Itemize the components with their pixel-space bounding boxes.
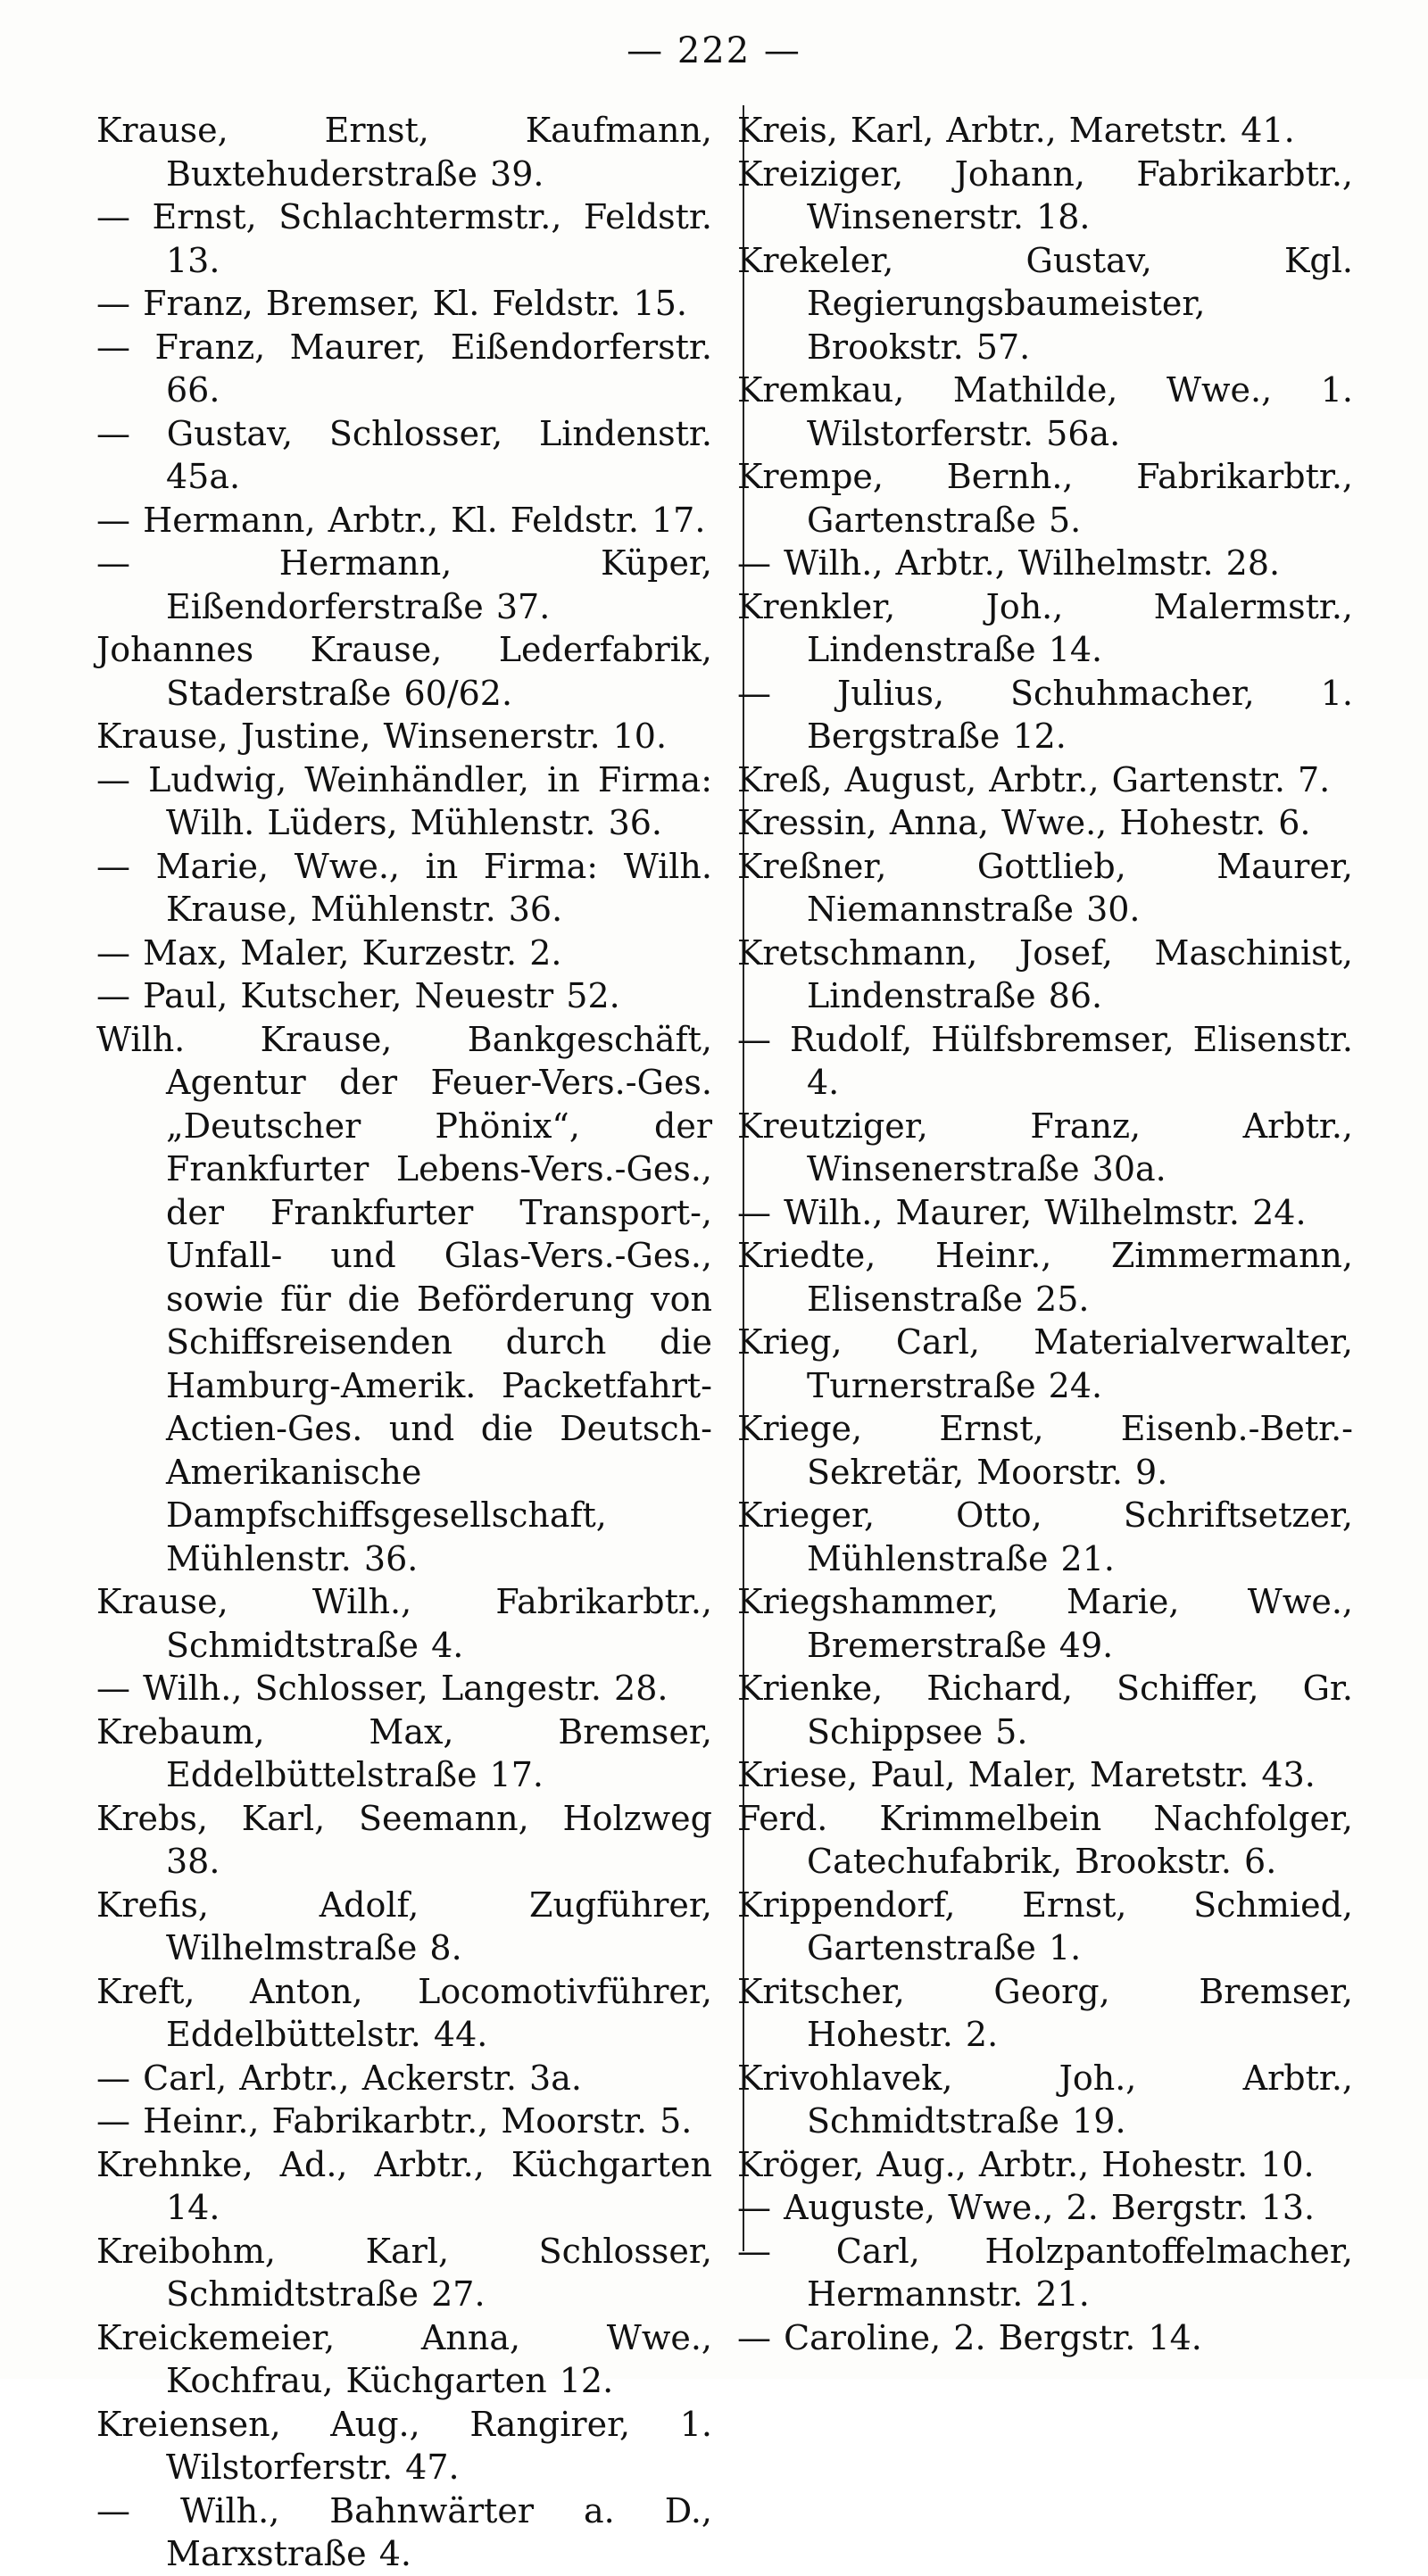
directory-entry: — Ernst, Schlachtermstr., Feldstr. 13. (96, 197, 712, 280)
directory-entry: Krieger, Otto, Schriftsetzer, Mühlenstraße 21. (737, 1495, 1353, 1578)
directory-entry: — Hermann, Küper, Eißendorferstraße 37. (96, 543, 712, 626)
directory-entry: — Carl, Holzpantoffelmacher, Hermannstr. 21. (737, 2231, 1353, 2314)
directory-entry: Krehnke, Ad., Arbtr., Küchgarten 14. (96, 2144, 712, 2227)
directory-entry: Krebs, Karl, Seemann, Holzweg 38. (96, 1798, 712, 1881)
directory-entry: — Franz, Bremser, Kl. Feldstr. 15. (96, 284, 687, 323)
directory-entry: — Carl, Arbtr., Ackerstr. 3a. (96, 2058, 582, 2098)
directory-entry: — Max, Maler, Kurzestr. 2. (96, 932, 562, 973)
directory-entry: Kriege, Ernst, Eisenb.-Betr.-Sekretär, Moorstr. 9. (737, 1409, 1353, 1492)
directory-entry: Kretschmann, Josef, Maschinist, Lindenstraße 86. (737, 932, 1353, 1015)
directory-entry: Kreiensen, Aug., Rangirer, 1. Wilstorferstr. 47. (96, 2404, 712, 2487)
directory-entry: Krefis, Adolf, Zugführer, Wilhelmstraße 8. (96, 1884, 712, 1967)
directory-entry: Kreß, August, Arbtr., Gartenstr. 7. (737, 759, 1331, 799)
directory-entry: Ferd. Krimmelbein Nachfolger, Catechufabrik, Brookstr. 6. (737, 1798, 1353, 1881)
directory-entry: Kreft, Anton, Locomotivführer, Eddelbüttelstr. 44. (96, 1971, 712, 2054)
directory-entry: Kreutziger, Franz, Arbtr., Winsenerstraße 30a. (737, 1106, 1353, 1189)
directory-entry: — Hermann, Arbtr., Kl. Feldstr. 17. (96, 500, 706, 540)
directory-entry: Kriegshammer, Marie, Wwe., Bremerstraße 49. (737, 1582, 1353, 1665)
right-column (737, 109, 1353, 2359)
directory-entry: Kremkau, Mathilde, Wwe., 1. Wilstorferstr. 56a. (737, 370, 1353, 453)
directory-entry: Kreis, Karl, Arbtr., Maretstr. 41. (737, 111, 1295, 150)
directory-entry: — Wilh., Bahnwärter a. D., Marxstraße 4. (96, 2490, 712, 2573)
directory-entry: Krienke, Richard, Schiffer, Gr. Schippsee 5. (737, 1669, 1353, 1752)
directory-entry: — Caroline, 2. Bergstr. 14. (737, 2317, 1202, 2357)
directory-entry: Krippendorf, Ernst, Schmied, Gartenstraße 1. (737, 1884, 1353, 1967)
directory-entry: Johannes Krause, Lederfabrik, Staderstraße 60/62. (96, 630, 712, 713)
directory-entry: — Wilh., Maurer, Wilhelmstr. 24. (737, 1192, 1307, 1232)
directory-entry: Kröger, Aug., Arbtr., Hohestr. 10. (737, 2144, 1315, 2184)
directory-entry: — Wilh., Arbtr., Wilhelmstr. 28. (737, 543, 1281, 583)
directory-entry: Kritscher, Georg, Bremser, Hohestr. 2. (737, 1971, 1353, 2054)
directory-entry: Krebaum, Max, Bremser, Eddelbüttelstraße 17. (96, 1711, 712, 1794)
directory-entry: — Franz, Maurer, Eißendorferstr. 66. (96, 327, 712, 410)
left-column (96, 109, 712, 2576)
directory-entry: Wilh. Krause, Bankgeschäft, Agentur der Feuer-Vers.-Ges. „Deutscher Phönix“, der Frankfurter Lebens-Vers.-Ges., der Frankfurter Transport-, Unfall- und Glas-Vers.-Ges., sowie für die Beförderung von Schiffsreisenden durch die Hamburg-Amerik. Packetfahrt-Actien-Ges. und die Deutsch-Amerikanische Dampfschiffsgesellschaft, Mühlenstr. 36. (96, 1019, 712, 1578)
directory-entry: Krivohlavek, Joh., Arbtr., Schmidtstraße 19. (737, 2058, 1353, 2141)
directory-entry: Kriese, Paul, Maler, Maretstr. 43. (737, 1755, 1316, 1794)
directory-entry: Krenkler, Joh., Malermstr., Lindenstraße 14. (737, 586, 1353, 669)
directory-entry: Krause, Justine, Winsenerstr. 10. (96, 716, 668, 756)
directory-entry: Kriedte, Heinr., Zimmermann, Elisenstraße 25. (737, 1236, 1353, 1319)
directory-entry: Kreßner, Gottlieb, Maurer, Niemannstraße 30. (737, 846, 1353, 929)
directory-entry: — Wilh., Schlosser, Langestr. 28. (96, 1669, 668, 1708)
directory-entry: Krempe, Bernh., Fabrikarbtr., Gartenstraße 5. (737, 457, 1353, 540)
page-number: — 222 — (627, 30, 801, 71)
directory-entry: Kressin, Anna, Wwe., Hohestr. 6. (737, 803, 1311, 842)
directory-entry: — Gustav, Schlosser, Lindenstr. 45a. (96, 413, 712, 496)
directory-entry: — Rudolf, Hülfsbremser, Elisenstr. 4. (737, 1019, 1353, 1102)
directory-entry: — Ludwig, Weinhändler, in Firma: Wilh. Lüders, Mühlenstr. 36. (96, 759, 712, 842)
directory-entry: Krause, Ernst, Kaufmann, Buxtehuderstraße 39. (96, 111, 712, 194)
directory-entry: Kreiziger, Johann, Fabrikarbtr., Winsenerstr. 18. (737, 153, 1353, 236)
directory-entry: Krekeler, Gustav, Kgl. Regierungsbaumeister, Brookstr. 57. (737, 240, 1353, 367)
directory-entry: — Marie, Wwe., in Firma: Wilh. Krause, Mühlenstr. 36. (96, 846, 712, 929)
directory-entry: — Heinr., Fabrikarbtr., Moorstr. 5. (96, 2101, 693, 2141)
directory-entry: Kreibohm, Karl, Schlosser, Schmidtstraße 27. (96, 2231, 712, 2314)
directory-entry: — Paul, Kutscher, Neuestr 52. (96, 976, 620, 1015)
directory-entry: — Julius, Schuhmacher, 1. Bergstraße 12. (737, 673, 1353, 756)
directory-entry: Krause, Wilh., Fabrikarbtr., Schmidtstraße 4. (96, 1582, 712, 1665)
directory-entry: — Auguste, Wwe., 2. Bergstr. 13. (737, 2188, 1316, 2227)
directory-entry: Kreickemeier, Anna, Wwe., Kochfrau, Küchgarten 12. (96, 2317, 712, 2400)
directory-entry: Krieg, Carl, Materialverwalter, Turnerstraße 24. (737, 1322, 1353, 1405)
